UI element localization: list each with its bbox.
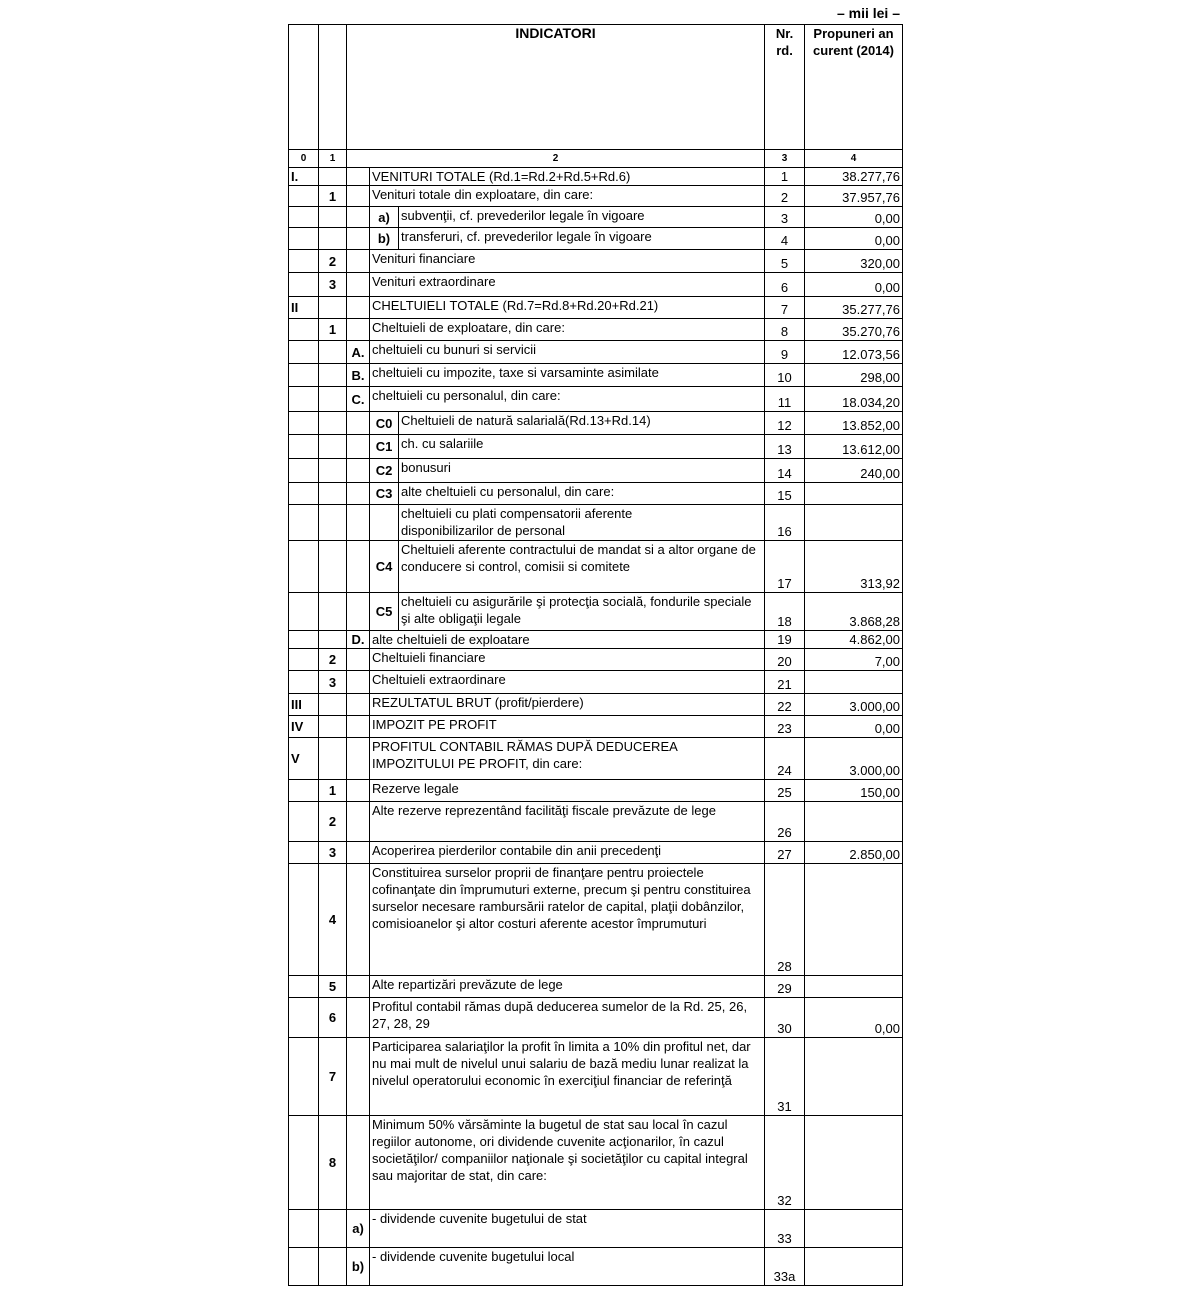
row-indicator-text: cheltuieli cu impozite, taxe si varsaminte asimilate — [370, 364, 765, 387]
row-section-code — [289, 1210, 319, 1248]
row-value: 0,00 — [805, 716, 903, 738]
row-category-code — [347, 694, 370, 716]
row-category-code — [347, 738, 370, 780]
row-item-code: C5 — [370, 593, 399, 631]
row-subsection-code — [319, 738, 347, 780]
table-row — [289, 998, 903, 1038]
row-category-code — [347, 864, 370, 976]
row-value — [805, 976, 903, 998]
row-subsection-code — [319, 207, 347, 228]
row-number: 8 — [765, 319, 805, 341]
row-section-code — [289, 228, 319, 250]
row-section-code — [289, 387, 319, 412]
row-indicator-text: Venituri financiare — [370, 250, 765, 273]
table-row — [289, 412, 903, 435]
row-category-code: A. — [347, 341, 370, 364]
row-subsection-code: 1 — [319, 186, 347, 207]
row-category-code — [347, 483, 370, 505]
row-indicator-text: Cheltuieli aferente contractului de mandat si a altor organe de conducere si control, comisii si comitete — [399, 541, 765, 593]
row-subsection-code — [319, 483, 347, 505]
table-row — [289, 273, 903, 297]
row-value: 313,92 — [805, 541, 903, 593]
row-section-code — [289, 459, 319, 483]
row-section-code — [289, 186, 319, 207]
row-number: 9 — [765, 341, 805, 364]
row-indicator-text: Constituirea surselor proprii de finanţare pentru proiectele cofinanţate din împrumuturi externe, precum şi pentru constituirea surselor necesare rambursării ratelor de capital, plaţii dobânzilor, comisioanelor şi altor costuri aferente acestor împrumuturi — [370, 864, 765, 976]
table-row — [289, 250, 903, 273]
row-number: 30 — [765, 998, 805, 1038]
row-subsection-code: 1 — [319, 780, 347, 802]
col-number: 0 — [289, 150, 319, 168]
row-value: 3.000,00 — [805, 694, 903, 716]
row-number: 12 — [765, 412, 805, 435]
table-row — [289, 1210, 903, 1248]
row-item-code: C3 — [370, 483, 399, 505]
row-value: 13.612,00 — [805, 435, 903, 459]
row-number: 26 — [765, 802, 805, 842]
table-row — [289, 319, 903, 341]
budget-table — [288, 24, 903, 1286]
row-item-code: b) — [370, 228, 399, 250]
row-subsection-code — [319, 505, 347, 541]
row-subsection-code — [319, 631, 347, 649]
row-number: 29 — [765, 976, 805, 998]
row-indicator-text: alte cheltuieli de exploatare — [370, 631, 765, 649]
row-number: 4 — [765, 228, 805, 250]
row-value: 0,00 — [805, 228, 903, 250]
row-indicator-text: bonusuri — [399, 459, 765, 483]
row-subsection-code: 3 — [319, 842, 347, 864]
table-row — [289, 593, 903, 631]
row-section-code — [289, 412, 319, 435]
row-item-code: C1 — [370, 435, 399, 459]
row-category-code — [347, 207, 370, 228]
row-section-code — [289, 207, 319, 228]
row-number: 32 — [765, 1116, 805, 1210]
row-number: 20 — [765, 649, 805, 671]
row-number: 10 — [765, 364, 805, 387]
table-row — [289, 186, 903, 207]
row-indicator-text: Participarea salariaţilor la profit în limita a 10% din profitul net, dar nu mai mult de nivelul unui salariu de bază mediu lunar realizat la nivelul operatorului economic în exerciţiul financiar de referinţă — [370, 1038, 765, 1116]
table-row — [289, 297, 903, 319]
row-value: 3.000,00 — [805, 738, 903, 780]
row-section-code — [289, 341, 319, 364]
table-row — [289, 864, 903, 976]
row-section-code — [289, 1038, 319, 1116]
table-row — [289, 1248, 903, 1286]
table-row — [289, 1038, 903, 1116]
row-subsection-code: 2 — [319, 802, 347, 842]
row-category-code — [347, 297, 370, 319]
row-number: 3 — [765, 207, 805, 228]
row-number: 23 — [765, 716, 805, 738]
row-value: 7,00 — [805, 649, 903, 671]
row-value — [805, 802, 903, 842]
row-indicator-text: cheltuieli cu asigurările şi protecţia socială, fondurile speciale şi alte obligaţii legale — [399, 593, 765, 631]
table-row — [289, 505, 903, 541]
row-value: 18.034,20 — [805, 387, 903, 412]
table-row — [289, 716, 903, 738]
row-category-code: a) — [347, 1210, 370, 1248]
row-category-code — [347, 780, 370, 802]
row-category-code — [347, 716, 370, 738]
row-category-code — [347, 319, 370, 341]
row-indicator-text: alte cheltuieli cu personalul, din care: — [399, 483, 765, 505]
table-row — [289, 738, 903, 780]
table-row — [289, 541, 903, 593]
table-row — [289, 435, 903, 459]
row-section-code — [289, 273, 319, 297]
row-subsection-code — [319, 168, 347, 186]
table-row — [289, 459, 903, 483]
row-category-code — [347, 802, 370, 842]
row-value: 37.957,76 — [805, 186, 903, 207]
row-number: 19 — [765, 631, 805, 649]
table-row — [289, 207, 903, 228]
row-value: 320,00 — [805, 250, 903, 273]
row-subsection-code: 6 — [319, 998, 347, 1038]
row-value — [805, 864, 903, 976]
row-section-code — [289, 505, 319, 541]
row-value — [805, 505, 903, 541]
row-section-code: IV — [289, 716, 319, 738]
row-category-code — [347, 649, 370, 671]
row-category-code — [347, 671, 370, 694]
row-indicator-text: - dividende cuvenite bugetului de stat — [370, 1210, 765, 1248]
table-row — [289, 631, 903, 649]
row-number: 6 — [765, 273, 805, 297]
row-item-code: C4 — [370, 541, 399, 593]
row-number: 11 — [765, 387, 805, 412]
row-subsection-code — [319, 412, 347, 435]
table-row — [289, 483, 903, 505]
header-nr-rd: Nr. rd. — [765, 25, 805, 150]
row-item-code — [370, 505, 399, 541]
row-number: 5 — [765, 250, 805, 273]
row-category-code — [347, 459, 370, 483]
table-row — [289, 1116, 903, 1210]
row-section-code — [289, 541, 319, 593]
row-category-code — [347, 505, 370, 541]
row-section-code — [289, 998, 319, 1038]
table-row — [289, 976, 903, 998]
row-value — [805, 1210, 903, 1248]
row-section-code — [289, 250, 319, 273]
row-section-code — [289, 1248, 319, 1286]
row-value — [805, 1248, 903, 1286]
row-indicator-text: Cheltuieli de natură salarială(Rd.13+Rd.14) — [399, 412, 765, 435]
header-blank-0 — [289, 25, 319, 150]
row-indicator-text: CHELTUIELI TOTALE (Rd.7=Rd.8+Rd.20+Rd.21) — [370, 297, 765, 319]
row-indicator-text: Venituri extraordinare — [370, 273, 765, 297]
row-value — [805, 483, 903, 505]
row-number: 17 — [765, 541, 805, 593]
row-indicator-text: Profitul contabil rămas după deducerea sumelor de la Rd. 25, 26, 27, 28, 29 — [370, 998, 765, 1038]
col-number: 3 — [765, 150, 805, 168]
row-number: 18 — [765, 593, 805, 631]
row-section-code — [289, 319, 319, 341]
row-number: 1 — [765, 168, 805, 186]
row-indicator-text: subvenţii, cf. prevederilor legale în vigoare — [399, 207, 765, 228]
row-value: 0,00 — [805, 273, 903, 297]
table-row — [289, 802, 903, 842]
row-number: 25 — [765, 780, 805, 802]
row-indicator-text: cheltuieli cu bunuri si servicii — [370, 341, 765, 364]
row-indicator-text: cheltuieli cu personalul, din care: — [370, 387, 765, 412]
row-section-code: III — [289, 694, 319, 716]
row-subsection-code: 5 — [319, 976, 347, 998]
row-section-code — [289, 593, 319, 631]
row-subsection-code: 2 — [319, 250, 347, 273]
row-category-code — [347, 186, 370, 207]
row-subsection-code — [319, 541, 347, 593]
table-row — [289, 780, 903, 802]
row-subsection-code: 4 — [319, 864, 347, 976]
row-subsection-code — [319, 716, 347, 738]
row-subsection-code — [319, 387, 347, 412]
row-indicator-text: REZULTATUL BRUT (profit/pierdere) — [370, 694, 765, 716]
row-number: 33a — [765, 1248, 805, 1286]
row-subsection-code — [319, 297, 347, 319]
row-number: 15 — [765, 483, 805, 505]
row-indicator-text: transferuri, cf. prevederilor legale în vigoare — [399, 228, 765, 250]
row-category-code — [347, 273, 370, 297]
row-value — [805, 1116, 903, 1210]
row-indicator-text: Minimum 50% vărsăminte la bugetul de stat sau local în cazul regiilor autonome, ori dividende cuvenite acţionarilor, în cazul societăţilor/ companiilor naţionale şi societăţilor cu capital integral sau majoritar de stat, din care: — [370, 1116, 765, 1210]
row-section-code — [289, 435, 319, 459]
row-category-code — [347, 593, 370, 631]
row-value: 38.277,76 — [805, 168, 903, 186]
table-row — [289, 168, 903, 186]
row-number: 31 — [765, 1038, 805, 1116]
row-number: 24 — [765, 738, 805, 780]
row-indicator-text: Cheltuieli extraordinare — [370, 671, 765, 694]
col-number: 1 — [319, 150, 347, 168]
row-indicator-text: VENITURI TOTALE (Rd.1=Rd.2+Rd.5+Rd.6) — [370, 168, 765, 186]
row-value: 35.277,76 — [805, 297, 903, 319]
row-category-code — [347, 842, 370, 864]
row-indicator-text: IMPOZIT PE PROFIT — [370, 716, 765, 738]
row-value: 240,00 — [805, 459, 903, 483]
row-number: 33 — [765, 1210, 805, 1248]
row-value — [805, 1038, 903, 1116]
table-header-row — [289, 25, 903, 150]
column-number-row — [289, 150, 903, 168]
row-subsection-code — [319, 364, 347, 387]
row-indicator-text: ch. cu salariile — [399, 435, 765, 459]
row-indicator-text: Cheltuieli de exploatare, din care: — [370, 319, 765, 341]
row-category-code — [347, 250, 370, 273]
row-section-code — [289, 671, 319, 694]
row-subsection-code: 3 — [319, 671, 347, 694]
row-item-code: a) — [370, 207, 399, 228]
row-number: 28 — [765, 864, 805, 976]
row-category-code: C. — [347, 387, 370, 412]
row-value: 13.852,00 — [805, 412, 903, 435]
header-indicatori: INDICATORI — [347, 25, 765, 150]
row-indicator-text: Acoperirea pierderilor contabile din anii precedenţi — [370, 842, 765, 864]
row-category-code — [347, 435, 370, 459]
header-propuneri: Propuneri an curent (2014) — [805, 25, 903, 150]
row-item-code: C2 — [370, 459, 399, 483]
row-section-code — [289, 631, 319, 649]
row-indicator-text: - dividende cuvenite bugetului local — [370, 1248, 765, 1286]
row-subsection-code: 2 — [319, 649, 347, 671]
row-section-code — [289, 864, 319, 976]
row-category-code — [347, 412, 370, 435]
row-section-code — [289, 842, 319, 864]
row-section-code — [289, 802, 319, 842]
table-row — [289, 649, 903, 671]
row-subsection-code: 8 — [319, 1116, 347, 1210]
row-section-code: V — [289, 738, 319, 780]
table-row — [289, 694, 903, 716]
row-number: 21 — [765, 671, 805, 694]
header-blank-1 — [319, 25, 347, 150]
row-subsection-code — [319, 593, 347, 631]
row-item-code: C0 — [370, 412, 399, 435]
row-value — [805, 671, 903, 694]
row-section-code — [289, 976, 319, 998]
row-category-code — [347, 1038, 370, 1116]
row-category-code — [347, 998, 370, 1038]
row-indicator-text: Alte repartizări prevăzute de lege — [370, 976, 765, 998]
row-section-code — [289, 364, 319, 387]
row-number: 16 — [765, 505, 805, 541]
row-number: 27 — [765, 842, 805, 864]
row-subsection-code — [319, 228, 347, 250]
col-number: 2 — [347, 150, 765, 168]
row-number: 2 — [765, 186, 805, 207]
row-subsection-code: 3 — [319, 273, 347, 297]
table-row — [289, 228, 903, 250]
row-value: 150,00 — [805, 780, 903, 802]
row-category-code: b) — [347, 1248, 370, 1286]
row-subsection-code: 7 — [319, 1038, 347, 1116]
table-row — [289, 341, 903, 364]
row-number: 13 — [765, 435, 805, 459]
row-indicator-text: Rezerve legale — [370, 780, 765, 802]
row-value: 2.850,00 — [805, 842, 903, 864]
row-indicator-text: Cheltuieli financiare — [370, 649, 765, 671]
row-number: 7 — [765, 297, 805, 319]
row-subsection-code — [319, 435, 347, 459]
table-row — [289, 364, 903, 387]
row-number: 14 — [765, 459, 805, 483]
row-category-code — [347, 976, 370, 998]
row-category-code: D. — [347, 631, 370, 649]
row-value: 4.862,00 — [805, 631, 903, 649]
row-indicator-text: PROFITUL CONTABIL RĂMAS DUPĂ DEDUCEREA IMPOZITULUI PE PROFIT, din care: — [370, 738, 765, 780]
row-subsection-code — [319, 1210, 347, 1248]
row-value: 3.868,28 — [805, 593, 903, 631]
row-section-code — [289, 1116, 319, 1210]
row-value: 12.073,56 — [805, 341, 903, 364]
row-section-code — [289, 649, 319, 671]
row-indicator-text: Venituri totale din exploatare, din care: — [370, 186, 765, 207]
row-section-code — [289, 780, 319, 802]
row-category-code — [347, 228, 370, 250]
row-subsection-code: 1 — [319, 319, 347, 341]
row-category-code: B. — [347, 364, 370, 387]
row-section-code: II — [289, 297, 319, 319]
row-section-code: I. — [289, 168, 319, 186]
row-value: 35.270,76 — [805, 319, 903, 341]
row-subsection-code — [319, 1248, 347, 1286]
row-subsection-code — [319, 459, 347, 483]
row-number: 22 — [765, 694, 805, 716]
table-row — [289, 842, 903, 864]
row-value: 0,00 — [805, 998, 903, 1038]
row-indicator-text: Alte rezerve reprezentând facilităţi fiscale prevăzute de lege — [370, 802, 765, 842]
row-indicator-text: cheltuieli cu plati compensatorii aferente disponibilizarilor de personal — [399, 505, 765, 541]
row-subsection-code — [319, 341, 347, 364]
row-value: 298,00 — [805, 364, 903, 387]
row-subsection-code — [319, 694, 347, 716]
row-section-code — [289, 483, 319, 505]
col-number: 4 — [805, 150, 903, 168]
row-category-code — [347, 541, 370, 593]
row-category-code — [347, 1116, 370, 1210]
unit-label: – mii lei – — [836, 5, 900, 21]
row-category-code — [347, 168, 370, 186]
table-row — [289, 387, 903, 412]
table-row — [289, 671, 903, 694]
row-value: 0,00 — [805, 207, 903, 228]
